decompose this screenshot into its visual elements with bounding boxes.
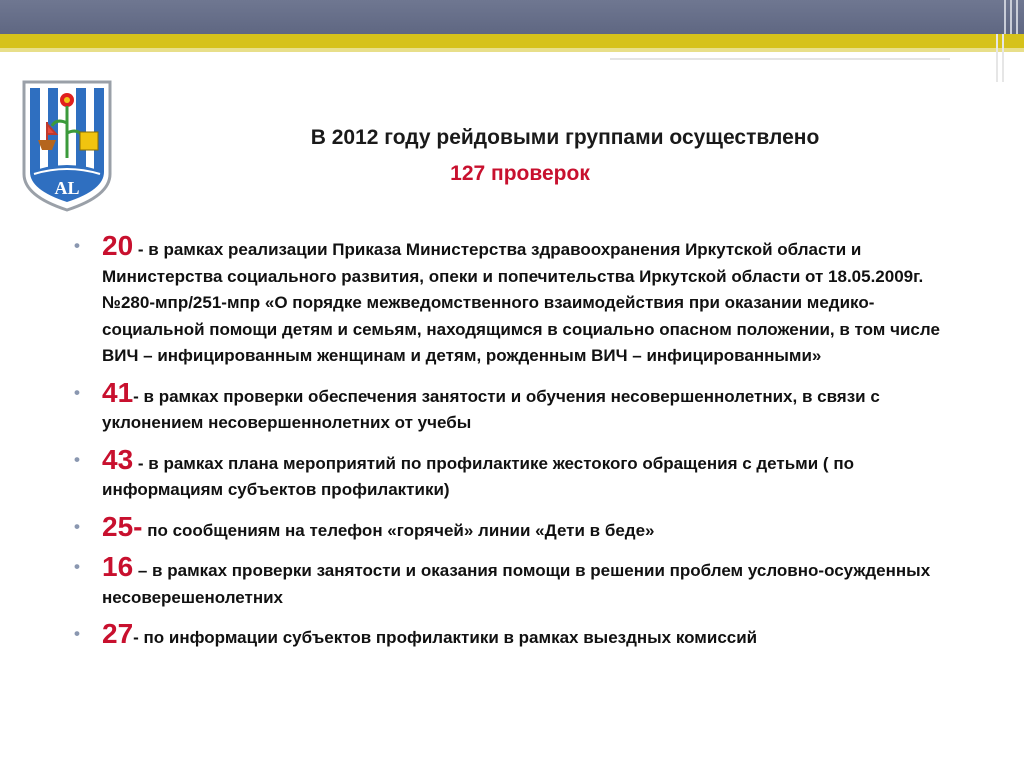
item-number: 25-: [102, 510, 143, 542]
bullet-icon: •: [74, 449, 80, 469]
item-number: 43: [102, 443, 134, 475]
slide-subtitle: 127 проверок: [450, 162, 590, 185]
bullet-icon: •: [74, 624, 80, 643]
item-text: - по информации субъектов профилактики в рамках выездных комиссий: [133, 628, 758, 647]
list-item: [74, 230, 974, 370]
item-number: 20: [102, 230, 134, 261]
item-number: 41: [102, 376, 134, 408]
item-number: 16: [102, 551, 134, 582]
decorative-vertical-line: [996, 34, 998, 82]
item-text: - в рамках плана мероприятий по профилактике жестокого обращения с детьми ( по информациям субъектов профилактики): [102, 453, 854, 499]
decorative-rule: [610, 58, 950, 60]
item-text: - в рамках реализации Приказа Министерства здравоохранения Иркутской области и Министерства социального развития, опеки и попечительства Иркутской области от 18.05.2009г. №280-мпр/251-мпр «О порядке межведомственного взаимодействия при оказании медико-социальной помощи детям и семьям, находящимся в социально опасном положении, в том числе ВИЧ – инфицированным женщинам и детям, рожденным ВИЧ – инфицированными»: [102, 240, 940, 365]
header-stripes: [988, 0, 1018, 34]
header-band: [0, 0, 1024, 34]
list-item: [74, 551, 974, 611]
bullet-icon: •: [74, 382, 80, 402]
list-item: [74, 376, 974, 437]
decorative-vertical-line: [1002, 34, 1004, 82]
accent-line-light: [0, 48, 1024, 52]
bullet-icon: •: [74, 557, 80, 576]
list-item: [74, 443, 974, 504]
list-item: [74, 618, 974, 652]
item-text: – в рамках проверки занятости и оказания помощи в решении проблем условно-осужденных несоверешенолетних: [102, 561, 931, 607]
bullet-icon: •: [74, 516, 80, 536]
accent-line: [0, 34, 1024, 48]
list-item: [74, 510, 974, 545]
emblem-letters: AL: [54, 178, 80, 198]
bullet-icon: •: [74, 236, 80, 255]
coat-of-arms-emblem: [20, 78, 114, 212]
item-text: - в рамках проверки обеспечения занятости и обучения несовершеннолетних, в связи с уклонением несовершеннолетних от учебы: [102, 386, 880, 432]
item-number: 27: [102, 618, 134, 649]
inspection-list: [74, 230, 974, 662]
slide-title: В 2012 году рейдовыми группами осуществлено: [310, 126, 820, 149]
item-text: по сообщениям на телефон «горячей» линии «Дети в беде»: [142, 520, 655, 540]
